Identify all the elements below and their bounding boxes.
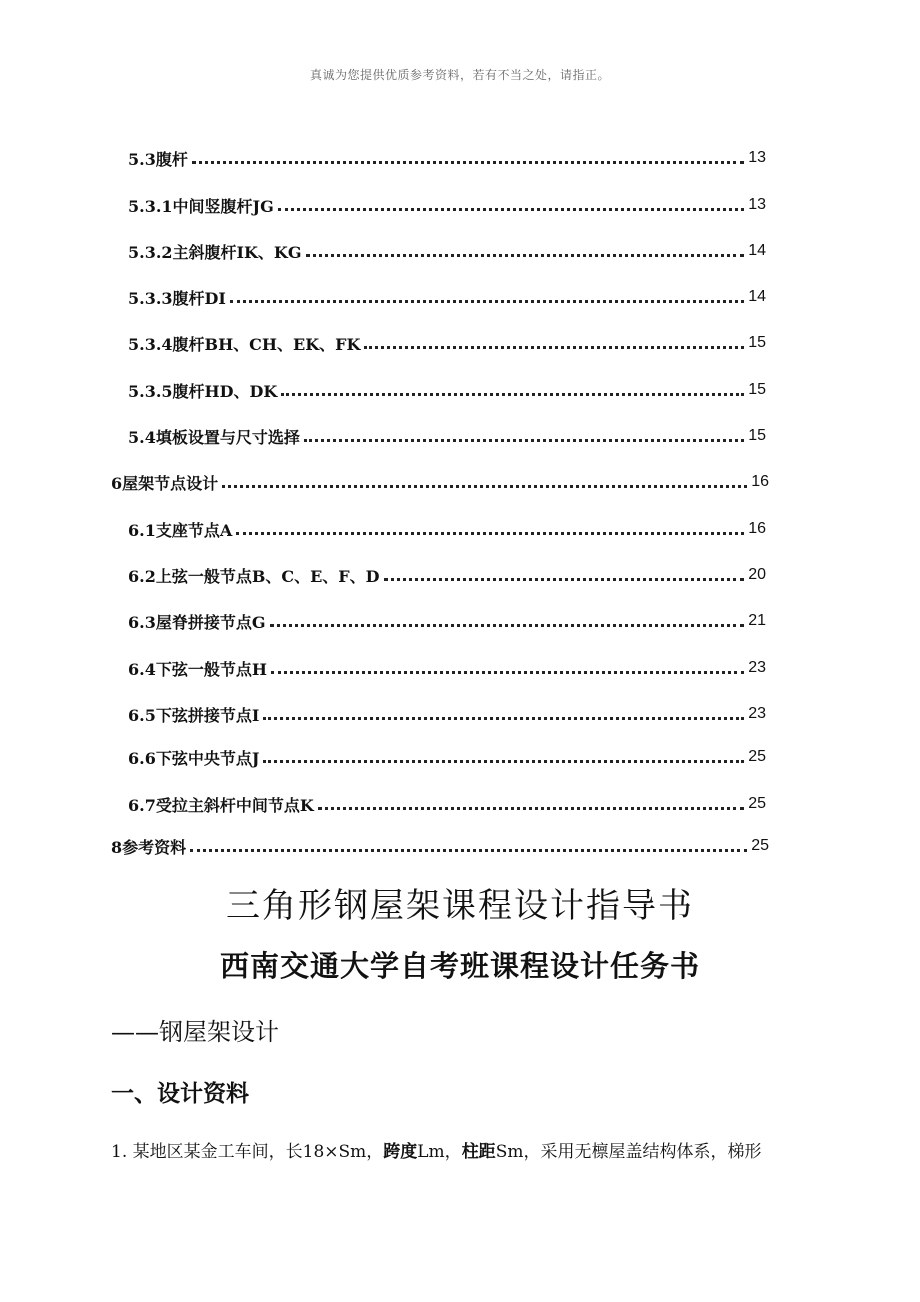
toc-page-number: 23 — [748, 659, 766, 676]
toc-entry[interactable] — [128, 792, 766, 816]
design-topic: ——钢屋架设计 — [111, 1018, 279, 1046]
toc-page-number: 23 — [748, 705, 766, 722]
toc-leader-dots — [222, 485, 747, 488]
document-subtitle: 西南交通大学自考班课程设计任务书 — [219, 949, 700, 983]
paragraph-text: Lm， — [417, 1142, 462, 1162]
toc-page-number: 13 — [748, 149, 766, 166]
toc-entry[interactable] — [128, 745, 766, 769]
toc-entry-label: 6屋架节点设计 — [111, 473, 219, 493]
toc-leader-dots — [384, 578, 745, 581]
paragraph-emphasis: 柱距 — [461, 1142, 496, 1162]
toc-entry-label: 6.7受拉主斜杆中间节点K — [128, 795, 314, 815]
toc-leader-dots — [190, 849, 747, 852]
toc-leader-dots — [263, 717, 744, 720]
toc-leader-dots — [270, 624, 745, 627]
body-paragraph — [111, 1137, 831, 1162]
toc-entry[interactable] — [128, 239, 766, 263]
header-note: 真诚为您提供优质参考资料，若有不当之处，请指正。 — [309, 68, 610, 82]
toc-entry-label: 5.3.4腹杆BH、CH、EK、FK — [128, 334, 361, 354]
toc-entry-label: 5.4填板设置与尺寸选择 — [128, 427, 300, 447]
toc-entry-label: 5.3腹杆 — [128, 149, 188, 169]
toc-entry[interactable] — [128, 331, 766, 355]
toc-leader-dots — [236, 532, 744, 535]
paragraph-text: Sm，采用无檩屋盖结构体系，梯形 — [495, 1142, 762, 1162]
paragraph-emphasis: 跨度 — [383, 1142, 418, 1162]
toc-page-number: 15 — [748, 381, 766, 398]
toc-entry-label: 5.3.1中间竖腹杆JG — [128, 196, 274, 216]
toc-entry[interactable] — [128, 424, 766, 448]
toc-page-number: 21 — [748, 612, 766, 629]
toc-leader-dots — [281, 393, 744, 396]
toc-entry[interactable] — [128, 378, 766, 402]
toc-page-number: 16 — [751, 473, 769, 490]
toc-page-number: 14 — [748, 242, 766, 259]
toc-leader-dots — [306, 254, 745, 257]
toc-entry[interactable] — [128, 563, 766, 587]
toc-entry-label: 8参考资料 — [111, 837, 187, 857]
toc-leader-dots — [304, 439, 744, 442]
section-heading: 一、设计资料 — [111, 1080, 249, 1107]
toc-entry[interactable] — [128, 146, 766, 170]
toc-leader-dots — [318, 807, 744, 810]
toc-page-number: 25 — [748, 748, 766, 765]
document-title: 三角形钢屋架课程设计指导书 — [226, 886, 694, 926]
toc-entry-label: 5.3.3腹杆DI — [128, 288, 226, 308]
toc-page-number: 16 — [748, 520, 766, 537]
toc-leader-dots — [230, 300, 744, 303]
toc-page-number: 15 — [748, 334, 766, 351]
toc-entry[interactable] — [128, 517, 766, 541]
toc-entry[interactable] — [128, 609, 766, 633]
toc-entry-label: 6.3屋脊拼接节点G — [128, 612, 266, 632]
toc-entry-label: 6.6下弦中央节点J — [128, 748, 260, 768]
toc-leader-dots — [271, 671, 744, 674]
toc-entry-label: 6.5下弦拼接节点I — [128, 705, 260, 725]
toc-leader-dots — [192, 161, 744, 164]
toc-entry-label: 5.3.2主斜腹杆IK、KG — [128, 242, 302, 262]
toc-page-number: 25 — [748, 795, 766, 812]
toc-entry[interactable] — [128, 193, 766, 217]
toc-page-number: 25 — [751, 837, 769, 854]
toc-entry[interactable] — [128, 656, 766, 680]
toc-entry[interactable] — [111, 470, 769, 494]
toc-entry[interactable] — [111, 834, 769, 858]
toc-entry-label: 6.1支座节点A — [128, 520, 233, 540]
toc-entry-label: 6.4下弦一般节点H — [128, 659, 267, 679]
toc-entry[interactable] — [128, 285, 766, 309]
toc-page-number: 15 — [748, 427, 766, 444]
toc-leader-dots — [263, 760, 744, 763]
toc-entry-label: 5.3.5腹杆HD、DK — [128, 381, 278, 401]
paragraph-text: 1. 某地区某金工车间，长18×Sm， — [111, 1142, 384, 1162]
toc-leader-dots — [364, 346, 744, 349]
toc-page-number: 13 — [748, 196, 766, 213]
toc-page-number: 20 — [748, 566, 766, 583]
toc-entry-label: 6.2上弦一般节点B、C、E、F、D — [128, 566, 380, 586]
toc-entry[interactable] — [128, 702, 766, 726]
toc-leader-dots — [278, 208, 744, 211]
toc-page-number: 14 — [748, 288, 766, 305]
